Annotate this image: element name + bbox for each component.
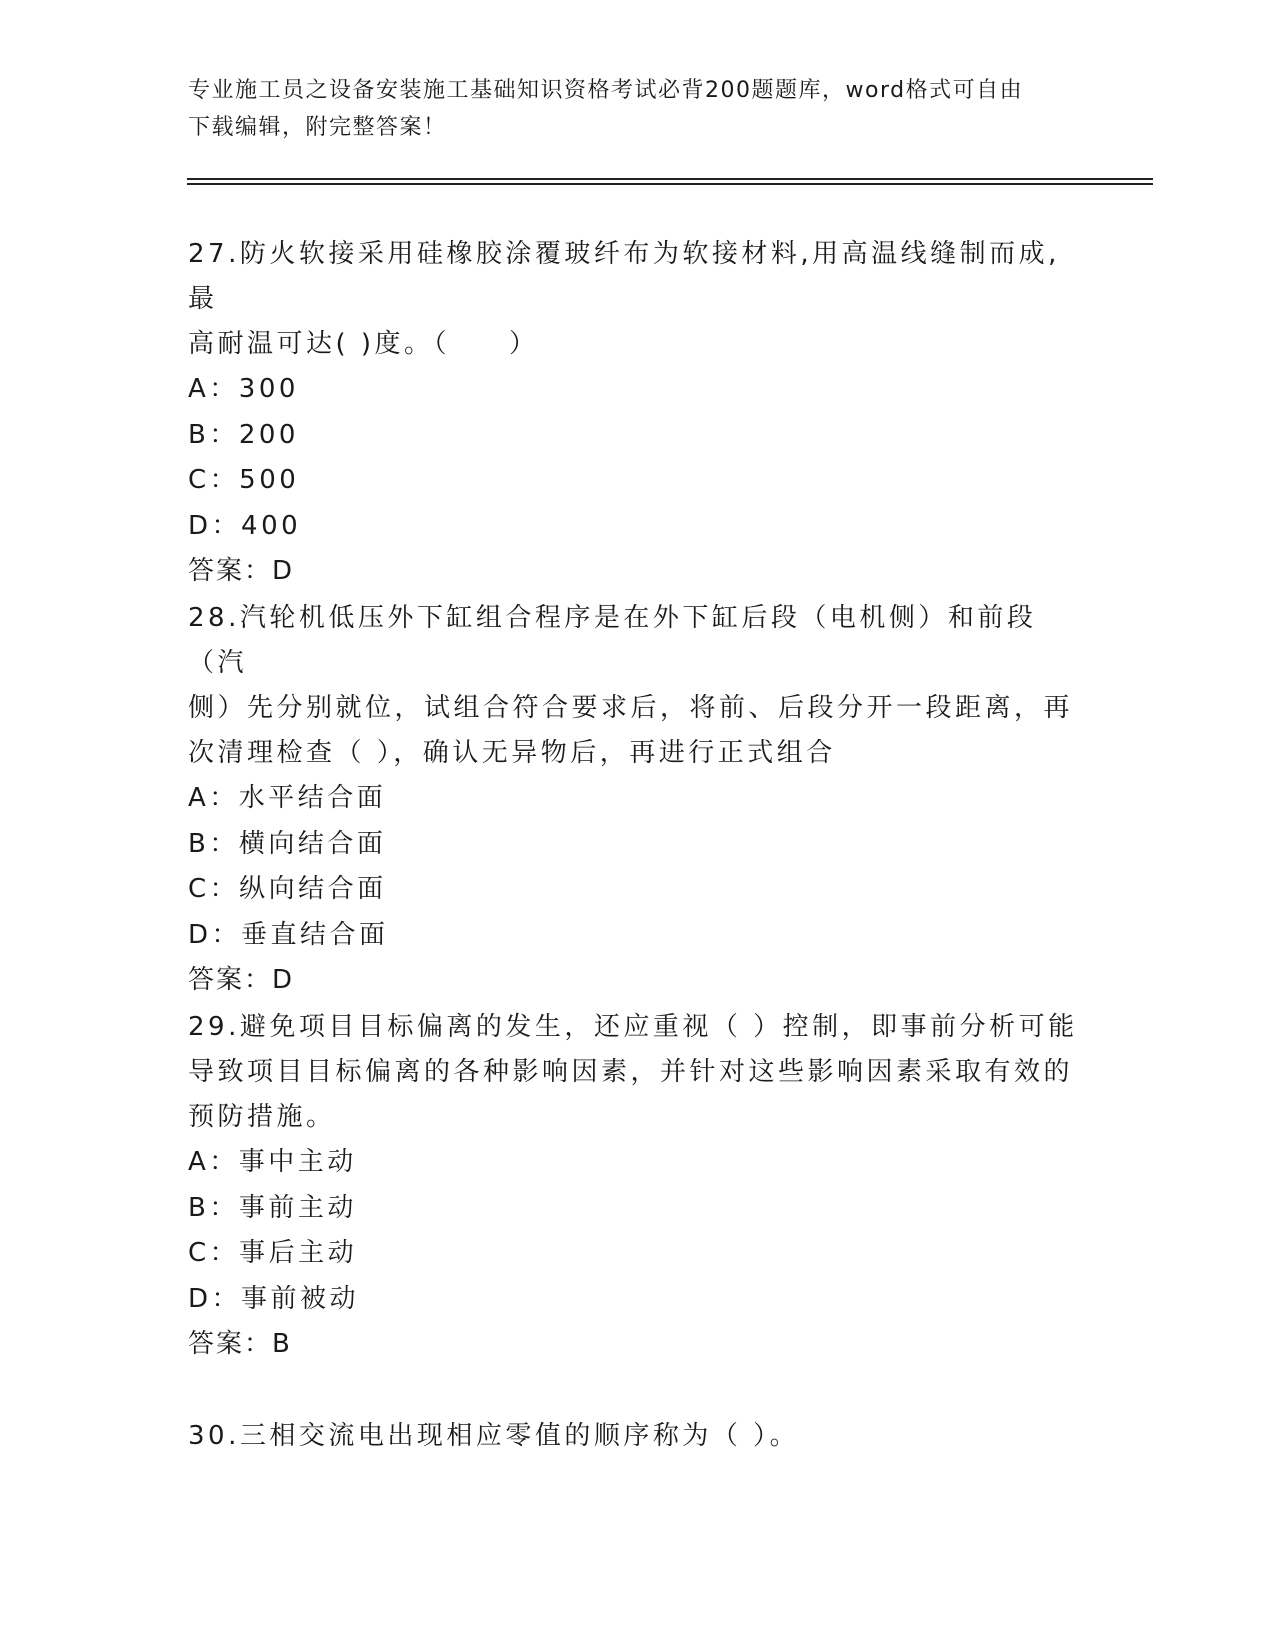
option-d: D：事前被动 — [188, 1283, 360, 1314]
question-29 — [188, 1005, 1088, 1368]
option-b: B：事前主动 — [188, 1192, 357, 1223]
option-b: B：横向结合面 — [188, 828, 387, 859]
question-stem-line: 侧）先分别就位，试组合符合要求后，将前、后段分开一段距离，再 — [188, 693, 1074, 723]
question-stem-line: 导致项目目标偏离的各种影响因素，并针对这些影响因素采取有效的 — [188, 1057, 1074, 1087]
header-divider-top — [187, 178, 1153, 180]
question-27 — [188, 232, 1088, 595]
option-d: D：垂直结合面 — [188, 919, 389, 950]
answer-text: 答案：D — [188, 556, 295, 586]
question-stem-line: 预防措施。 — [188, 1102, 336, 1132]
question-stem-line: 27.防火软接采用硅橡胶涂覆玻纤布为软接材料,用高温线缝制而成,最 — [188, 239, 1060, 314]
header-title-line-2: 下载编辑，附完整答案！ — [188, 115, 447, 140]
question-stem-line: 30.三相交流电出现相应零值的顺序称为（ ）。 — [188, 1421, 800, 1451]
header-divider-bottom — [187, 183, 1153, 185]
option-d: D：400 — [188, 510, 302, 541]
option-a: A：事中主动 — [188, 1147, 357, 1177]
question-stem-line: 29.避免项目目标偏离的发生，还应重视（ ）控制，即事前分析可能 — [188, 1012, 1078, 1042]
option-c: C：纵向结合面 — [188, 874, 387, 904]
answer-text: 答案：D — [188, 965, 295, 995]
option-a: A：水平结合面 — [188, 783, 387, 813]
question-30 — [188, 1414, 1088, 1459]
question-28 — [188, 596, 1088, 1004]
answer-text: 答案：B — [188, 1329, 292, 1359]
question-stem-line: 28.汽轮机低压外下缸组合程序是在外下缸后段（电机侧）和前段（汽 — [188, 603, 1037, 678]
question-stem-line: 高耐温可达( )度。（ ） — [188, 329, 539, 359]
option-c: C：500 — [188, 465, 300, 495]
option-a: A：300 — [188, 374, 299, 404]
document-header — [188, 72, 1068, 146]
option-c: C：事后主动 — [188, 1238, 358, 1268]
question-stem-line: 次清理检查（ ），确认无异物后，再进行正式组合 — [188, 738, 836, 768]
header-title-line-1: 专业施工员之设备安装施工基础知识资格考试必背200题题库，word格式可自由 — [188, 78, 1024, 103]
option-b: B：200 — [188, 419, 299, 450]
